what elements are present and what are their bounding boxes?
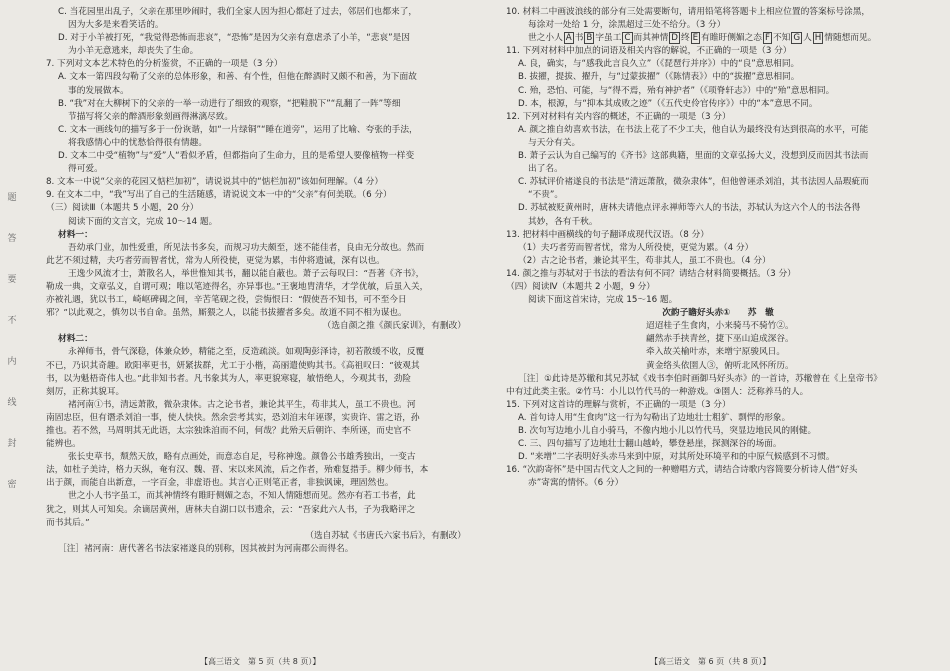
text-line: 阅读下面的文言文，完成 10～14 题。: [68, 216, 218, 227]
text-line: B. 次句写边地小儿自小骑马，不像内地小儿以竹代马，突显边地民风的刚健。: [518, 426, 817, 436]
material-1-source: （选自颜之推《颜氏家训》，有删改）: [322, 321, 466, 332]
text-line: C. 文本一画线句的描写多于一份诙谐，如“一片绿铜”“睡在道旁”，运用了比喻、夸张的手法，: [58, 124, 418, 135]
answer-option-box[interactable]: A: [565, 33, 572, 44]
material-line: 不已，乃识其奇趣。欧阳率更书，妍紧拔群，尤工于小楷，高丽遣使购其书。《高祖叹曰：“彼观其: [46, 360, 420, 371]
poem-body: [506, 320, 930, 372]
sentence-segment: 字虽工: [595, 33, 622, 44]
material-line: 褚河南①书，清远萧散，微杂隶体。古之论书者，兼论其平生，苟非其人，虽工不贵也。河: [68, 399, 416, 410]
questions-11-14: [506, 45, 930, 307]
questions-15-16: [506, 399, 930, 491]
material-2-text: [46, 346, 466, 529]
text-line: 14. 颜之推与苏轼对于书法的看法有何不同？请结合材料简要概括。（3 分）: [506, 268, 796, 279]
material-line: 出于颜，而能自出新意，一字百金，非虚语也。其言心正则笔正者，非独讽谏，理固然也。: [46, 478, 394, 489]
poem-line: 黄金络头依圉人③，俯听北风怀所历。: [646, 360, 794, 371]
text-line: 8. 文本一中说“父亲的花园又惦栏加初”，请说说其中的“惦栏加初”该如何理解。（4 分）: [46, 177, 384, 188]
binding-label: 密: [7, 480, 17, 490]
text-line: A. 首句诗人用“生食肉”这一行为勾勒出了边地壮士粗犷、剽悍的形象。: [518, 412, 791, 423]
material-line: 推也。若不然，马周明其无此语，太宗独诛洎而不问，何哉？此殆天后朝许、李所诬，而史官不: [46, 426, 411, 436]
text-line: 7. 下列对文本艺术特色的分析鉴赏，不正确的一项是（3 分）: [46, 59, 283, 70]
text-line: 12. 下列对材料有关内容的概述，不正确的一项是（3 分）: [506, 111, 731, 122]
answer-option-box[interactable]: F: [764, 33, 770, 44]
text-line: B. 拔擢，提拔、擢升，与“过蒙拔擢”（《陈情表》）中的“拔擢”意思相同。: [518, 72, 800, 83]
question-10-options: [506, 32, 930, 45]
text-line: 15. 下列对这首诗的理解与赏析，不正确的一项是（3 分）: [506, 399, 731, 410]
material-line: 书，以为魁梧奇伟人也。”此非知书者。凡书象其为人，率更貌寒寝，敏悟绝人，今观其书，劲险: [46, 373, 411, 384]
binding-label: 不: [7, 316, 17, 326]
note-line: 中有过此类主张。②竹马：小儿以竹代马的一种游戏。③圉人：泛称养马的人。: [506, 386, 809, 397]
material-line: 犹之，则其人可知矣。余谪居黄州，唐林夫自湖口以书遗余，云：“吾家此六人书，子为我略评之: [46, 504, 416, 515]
binding-label: 封: [7, 439, 17, 449]
material-line: 永禅师书，骨气深稳，体兼众妙，精能之至，反造疏淡。如观陶彭泽诗，初若散缓不收，反覆: [68, 347, 425, 358]
text-line: （2）古之论书者，兼论其平生，苟非其人，虽工不贵也。（4 分）: [518, 255, 771, 266]
material-line: 王逸少风流才士，萧散名人，举世惟知其书，翻以能自蔽也。萧子云每叹曰：“吾著《齐书》，: [68, 268, 425, 279]
sentence-segment: 情随想而见。: [824, 33, 877, 44]
material-2-source: （选自苏轼《书唐氏六家书后》，有删改）: [305, 530, 466, 541]
material-1-text: [46, 242, 466, 321]
text-line: 得可爱。: [68, 164, 103, 175]
text-line: 11. 下列对材料中加点的词语及相关内容的解说，不正确的一项是（3 分）: [506, 46, 792, 57]
binding-label: 线: [7, 398, 17, 408]
material-line: 南固忠臣，但有谮杀刘洎一事，使人快快。然余尝考其实，恐刘洎末年诬谬，实贵许、雷之语，孙: [46, 412, 420, 423]
poem-line: 牵入故关榆叶赤，来增宁原骏风日。: [646, 347, 785, 358]
material-line: 而书其后。”: [46, 517, 90, 528]
poem-title: 次韵子瞻好头赤① 苏 辙: [662, 308, 774, 319]
text-line: 赤”寄寓的情怀。（6 分）: [528, 478, 624, 489]
footer-page-6: 【高三语文 第 6 页（共 8 页）】: [650, 657, 771, 666]
text-line: （四）阅读Ⅳ（本题共 2 小题，9 分）: [506, 281, 655, 292]
material-line: 张长史草书，颓然天放，略有点画处，而意态自足，号称神逸。颜鲁公书雄秀独出，一变古: [68, 452, 416, 463]
text-line: D. 苏轼被贬黄州时，唐林夫请他点评永禅师等六人的书法，苏轼认为这六个人的书法各得: [518, 203, 861, 214]
sentence-segment: 人: [803, 33, 812, 44]
answer-option-box[interactable]: B: [586, 33, 593, 44]
poem-line: 翩然赤手挟青丝，捷下巫山追成深谷。: [646, 334, 794, 345]
answer-option-box[interactable]: D: [671, 33, 678, 44]
text-line: B. 萧子云认为自己编写的《齐书》这部典籍，里面的文章弘扬大义，没想到反而因其书法而: [518, 151, 869, 162]
answer-option-box[interactable]: C: [624, 33, 631, 44]
material-1-title: 材料一：: [58, 229, 93, 240]
text-line: （三）阅读Ⅲ（本题共 5 小题，20 分）: [46, 203, 199, 214]
text-line: 10. 材料二中画波浪线的部分有三处需要断句，请用铅笔将答题卡上相应位置的答案标号涂黑，: [506, 7, 871, 17]
poem-author: 苏 辙: [747, 308, 774, 319]
sentence-segment: 不知: [772, 33, 791, 44]
text-line: B. “我”对在大柳树下的父亲的一举一动进行了细致的观察，“把鞋脱下”“乱翻了一阵”等细: [58, 98, 401, 109]
poem-note: [506, 373, 930, 399]
text-line: 事的发展做本。: [68, 85, 129, 96]
text-line: 9. 在文本二中，“我”写出了自己的生活随感，请说说文本一中的“父亲”有何美联。（6 分）: [46, 190, 392, 201]
binding-label: 要: [7, 275, 17, 285]
text-line: 出了名。: [528, 164, 563, 175]
answer-option-box[interactable]: G: [793, 33, 801, 44]
text-line: C. 苏轼评价褚遂良的书法是“清远萧散，微杂隶体”，但他曾诬杀刘洎，其书法因人品瑕疵而: [518, 177, 869, 188]
text-line: 节描写将父亲的醉酒形象刻画得淋漓尽致。: [68, 111, 234, 122]
binding-label: 内: [7, 357, 17, 367]
material-line: 亦被礼遇，犹以书工，崎岖碑碣之间，辛苦笔砚之役，尝悔恨曰：“假使吾不知书，可不至今日: [46, 295, 407, 306]
note-line: ［注］①此诗是苏辙和其兄苏轼《戏书李伯时画御马好头赤》的一首诗，苏辙曾在《上皇帝书》: [518, 373, 882, 384]
page-5: [46, 6, 466, 556]
sentence-segment: 书: [574, 33, 584, 44]
text-line: A. 文本一第四段勾勒了父亲的总体形象，和善、有个性，但他在醉酒时又颇不和善，为下面故: [58, 72, 417, 83]
question-10: [506, 6, 930, 32]
binding-label: 答: [7, 234, 17, 244]
answer-option-box[interactable]: H: [814, 33, 822, 44]
sentence-segment: 世之小人: [528, 33, 563, 44]
text-line: （1）夫巧者劳而智者忧，常为人所役使，更觉为累。（4 分）: [518, 242, 754, 253]
text-line: C. 殆，恐怕、可能，与“得不焉，殆有神护者”（《项脊轩志》）中的“殆”意思相同。: [518, 85, 835, 96]
material-line: 世之小人书字虽工，而其神情终有睢盱侧媚之态，不知人情随想而见。然亦有若工书者，此: [68, 491, 416, 502]
text-line: 16. “次韵寄怀”是中国古代文人之间的一种赠唱方式，请结合诗歌内容简要分析诗人借“好头: [506, 465, 858, 476]
material-line: 吾幼承门业，加性爱重，所见法书多矣，而规习功夫颇至，迷不能佳者，良由无分故也。然而: [68, 242, 425, 253]
answer-option-box[interactable]: E: [692, 33, 699, 44]
text-line: D. 文本二中受“植物”与“爱”人“看似矛盾，但都指向了生命力，且的是希望人要像植物一样变: [58, 151, 415, 162]
text-line: C. 三、四句描写了边地壮士翻山越岭，攀登悬崖，探测深谷的场面。: [518, 439, 782, 450]
text-line: A. 颜之推自幼喜欢书法，在书法上花了不少工夫，他自认为最终没有达到很高的水平，可能: [518, 124, 869, 135]
footer-page-5: 【高三语文 第 5 页（共 8 页）】: [200, 657, 321, 666]
material-line: 邪？”以此观之，慎勿以书自命。虽然，厮猥之人，以能书拔擢者多矣。故道不同不相为谋也。: [46, 308, 407, 319]
material-2-title: 材料二：: [58, 334, 93, 345]
questions-6-9: [46, 6, 466, 229]
text-line: 每涂对一处给 1 分，涂黑超过三处不给分。（3 分）: [528, 20, 726, 31]
page-6: [506, 6, 930, 490]
text-line: 与天分有关。: [528, 137, 581, 148]
material-line: 能辨也。: [46, 439, 81, 450]
material-line: 勒成一典，文章弘义，自谓可观；唯以笔迹得名，亦异事也。”王褒地胄清华，才学优敏，后虽入关，: [46, 281, 429, 292]
text-line: 将我感情心中的忧愁恰得很有情趣。: [68, 137, 207, 148]
material-line: 此艺不须过精，夫巧者劳而智者忧，常为人所役使，更觉为累，韦仲将遗诫，深有以也。: [46, 255, 385, 266]
text-line: 为小羊无意逃来，却丧失了生命。: [68, 46, 199, 57]
text-line: D. 本，根源，与“抑本其成败之迹”（《五代史伶官传序》）中的“本”意思不同。: [518, 98, 818, 109]
text-line: 阅读下面这首宋诗，完成 15～16 题。: [528, 295, 678, 306]
sentence-segment: 终: [680, 33, 690, 44]
sentence-segment: 而其神情: [633, 33, 669, 44]
text-line: “不贵”。: [528, 190, 564, 201]
text-line: 其妙，各有千秋。: [528, 216, 598, 227]
material-line: 法，如杜子美诗，格力天纵，奄有汉、魏、晋、宋以来风流，后之作者，殆难复措手。柳少师书，本: [46, 465, 429, 476]
material-note: ［注］褚河南：唐代著名书法家褚遂良的别称，因其被封为河南郡公而得名。: [58, 543, 354, 554]
text-line: 因为大多是来看笑话的。: [68, 20, 164, 31]
binding-line: [4, 190, 20, 490]
text-line: 13. 把材料中画横线的句子翻译成现代汉语。（8 分）: [506, 229, 709, 240]
sentence-segment: 有睢盱侧媚之态: [701, 33, 762, 44]
text-line: D. “来增”二字表明好头赤马来到中原，对其所处环境平和的中原气候感到不习惯。: [518, 452, 835, 463]
text-line: D. 对于小羊被打死，“我觉得恐怖而悲哀”，“恐怖”是因为父亲有意虐杀了小羊，“悲哀”是因: [58, 33, 410, 44]
binding-label: 题: [7, 193, 17, 203]
material-line: 刻厉，正称其貌耳。: [46, 386, 125, 397]
text-line: C. 当花园里出乱子，父亲在那里吵闹时，我们全家人因为担心都赶了过去，邻居们也都来了，: [58, 7, 418, 17]
text-line: A. 良，确实，与“感我此言良久立”（《琵琶行并序》）中的“良”意思相同。: [518, 59, 800, 70]
poem-line: 迢迢桂子生食肉，小来骑马不骑竹②。: [646, 321, 794, 332]
